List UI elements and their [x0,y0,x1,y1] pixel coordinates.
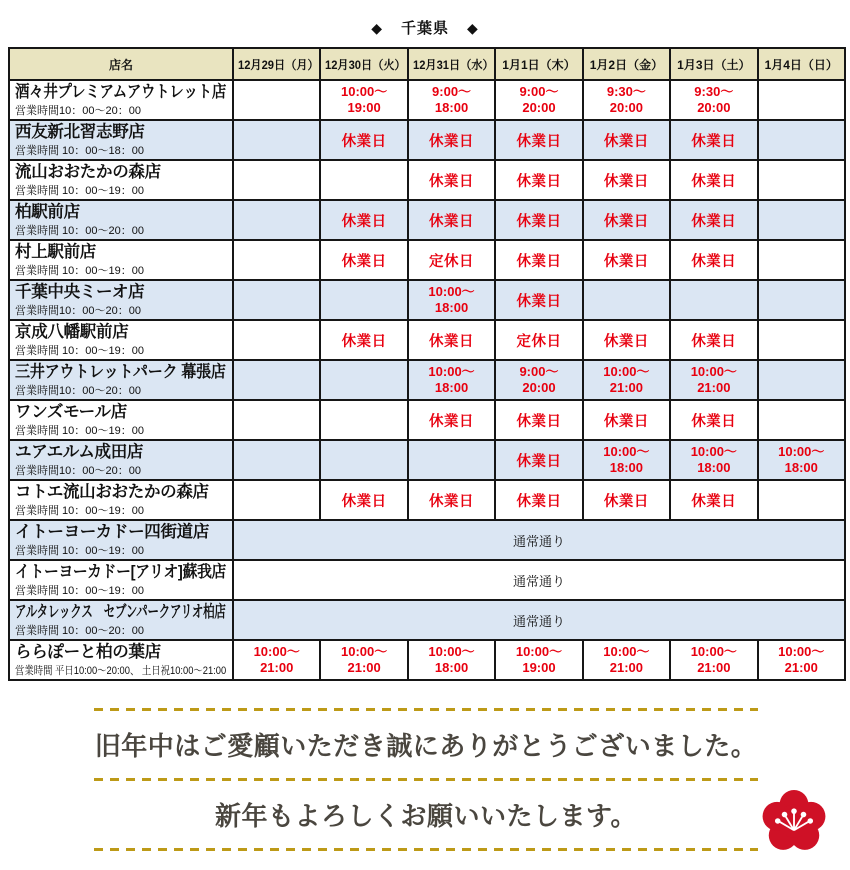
closed-label: 休業日 [516,213,562,230]
closed-label: 休業日 [603,413,649,430]
schedule-cell [233,360,320,400]
time-range: 18:00 [784,460,818,475]
table-row [9,640,845,680]
schedule-cell [758,320,845,360]
schedule-cell [408,480,495,520]
time-range: 21:00 [697,660,731,675]
time-range: 21:00 [347,660,381,675]
store-hours: 営業時間 10：00～19：00 [15,425,144,437]
schedule-cell [495,320,582,360]
schedule-cell [495,160,582,200]
closed-label: 休業日 [691,333,737,350]
schedule-cell [408,360,495,400]
closed-label: 休業日 [429,173,475,190]
store-hours: 営業時間 10：00～19：00 [15,265,144,277]
time-range: 18:00 [434,100,469,115]
schedule-cell [583,80,670,120]
store-hours: 営業時間 平日10:00～20:00、 土日祝10:00～21:00 [15,665,227,677]
column-header: 12月31日（水） [408,48,495,80]
column-header: 12月30日（火） [320,48,407,80]
store-name: イトーヨーカドー[アリオ]蘇我店 [15,563,227,581]
store-hours: 営業時間 10：00～19：00 [15,545,144,557]
store-cell [9,80,233,120]
schedule-cell [758,240,845,280]
time-range: 9:00～ [519,364,559,379]
schedule-cell [408,200,495,240]
store-name: 三井アウトレットパーク 幕張店 [15,363,226,381]
table-row [9,280,845,320]
header-row [9,48,845,80]
store-hours: 営業時間10：00～20：00 [15,305,141,317]
schedule-table [8,47,846,681]
schedule-cell [408,240,495,280]
column-header: 12月29日（月） [233,48,320,80]
store-hours: 営業時間10：00～20：00 [15,385,141,397]
store-name: 村上駅前店 [15,243,97,261]
store-name: 西友新北習志野店 [15,123,145,141]
schedule-cell [233,80,320,120]
schedule-cell [495,120,582,160]
time-range: 10:00～ [341,84,388,99]
closed-label: 休業日 [691,173,737,190]
schedule-cell [758,640,845,680]
closed-label: 休業日 [691,253,737,270]
store-hours: 営業時間 10：00～19：00 [15,585,144,597]
time-range: 18:00 [697,460,731,475]
column-header: 1月2日（金） [583,48,670,80]
table-row [9,360,845,400]
schedule-cell [408,640,495,680]
schedule-cell [320,80,407,120]
store-cell [9,120,233,160]
time-range: 10:00～ [778,444,825,459]
schedule-cell [583,200,670,240]
schedule-cell [670,160,757,200]
store-cell [9,480,233,520]
store-cell [9,440,233,480]
plum-blossom-icon [760,789,828,855]
time-range: 20:00 [609,100,644,115]
column-header: 1月3日（土） [670,48,757,80]
column-header: 1月4日（日） [758,48,845,80]
schedule-cell [408,400,495,440]
store-cell [9,320,233,360]
closed-label: 定休日 [429,253,475,270]
schedule-cell [320,160,407,200]
store-hours: 営業時間10：00～20：00 [15,105,141,117]
closed-label: 休業日 [341,213,387,230]
table-row [9,200,845,240]
schedule-cell [408,160,495,200]
schedule-cell [233,320,320,360]
time-range: 10:00～ [428,284,475,299]
table-row [9,600,845,640]
schedule-cell [670,360,757,400]
store-name: ワンズモール店 [15,403,127,421]
store-cell [9,200,233,240]
column-header: 店名 [9,48,233,80]
time-range: 20:00 [522,380,556,395]
closed-label: 休業日 [429,213,475,230]
schedule-cell [583,360,670,400]
time-range: 21:00 [697,380,731,395]
schedule-cell [670,280,757,320]
closed-label: 休業日 [691,213,737,230]
schedule-cell [758,160,845,200]
store-cell [9,560,233,600]
time-range: 10:00～ [603,364,650,379]
footer-message-1: 旧年中はご愛顧いただき誠にありがとうございました。 [94,731,758,761]
store-cell [9,360,233,400]
closed-label: 休業日 [603,213,649,230]
schedule-cell [320,280,407,320]
closed-label: 休業日 [341,133,387,150]
schedule-cell [670,400,757,440]
closed-label: 休業日 [429,333,475,350]
closed-label: 休業日 [603,253,649,270]
dashed-divider [94,848,758,851]
schedule-cell [320,480,407,520]
schedule-cell [320,400,407,440]
schedule-cell [583,400,670,440]
store-name: 京成八幡駅前店 [15,323,129,341]
time-range: 18:00 [434,300,469,315]
store-cell [9,240,233,280]
normal-hours-cell: 通常通り [233,560,845,600]
time-range: 10:00～ [253,644,300,659]
schedule-cell [495,240,582,280]
schedule-cell [495,80,582,120]
store-cell [9,600,233,640]
closed-label: 休業日 [691,493,737,510]
time-range: 18:00 [434,380,469,395]
schedule-cell [583,320,670,360]
schedule-cell [670,440,757,480]
closed-label: 休業日 [516,493,562,510]
schedule-cell [758,440,845,480]
store-hours: 営業時間 10：00～19：00 [15,345,144,357]
schedule-cell [320,440,407,480]
schedule-cell [670,200,757,240]
time-range: 18:00 [609,460,644,475]
schedule-cell [233,240,320,280]
closed-label: 休業日 [516,293,562,310]
schedule-cell [233,200,320,240]
table-row [9,520,845,560]
schedule-cell [670,120,757,160]
store-name: 流山おおたかの森店 [15,163,161,181]
schedule-cell [320,360,407,400]
table-row [9,560,845,600]
store-name: イトーヨーカドー四街道店 [15,523,210,541]
schedule-cell [583,160,670,200]
dashed-divider [94,708,758,711]
store-cell [9,160,233,200]
table-row [9,400,845,440]
store-name: 千葉中央ミーオ店 [15,283,145,301]
store-hours: 営業時間 10：00～18：00 [15,145,144,157]
table-row [9,240,845,280]
time-range: 21:00 [609,380,644,395]
schedule-cell [670,480,757,520]
schedule-cell [670,320,757,360]
schedule-cell [583,120,670,160]
closed-label: 休業日 [429,413,475,430]
normal-hours-cell: 通常通り [233,600,845,640]
store-name: コトエ流山おおたかの森店 [15,483,209,501]
diamond-icon: ◆ [467,20,479,36]
table-row [9,480,845,520]
schedule-cell [233,440,320,480]
schedule-cell [320,120,407,160]
time-range: 10:00～ [690,364,737,379]
diamond-icon: ◆ [371,20,383,36]
store-hours: 営業時間 10：00～19：00 [15,505,144,517]
schedule-cell [758,80,845,120]
schedule-cell [758,120,845,160]
schedule-cell [758,480,845,520]
closed-label: 休業日 [603,493,649,510]
time-range: 10:00～ [690,644,737,659]
schedule-cell [408,80,495,120]
time-range: 10:00～ [428,364,475,379]
time-range: 21:00 [609,660,644,675]
store-cell [9,520,233,560]
store-cell [9,280,233,320]
time-range: 19:00 [347,100,381,115]
closed-label: 休業日 [341,333,387,350]
time-range: 9:00～ [432,84,472,99]
closed-label: 休業日 [429,133,475,150]
store-name: ユアエルム成田店 [15,443,144,461]
store-cell [9,400,233,440]
store-name: 柏駅前店 [15,203,80,221]
time-range: 10:00～ [778,644,825,659]
schedule-cell [233,120,320,160]
schedule-cell [495,480,582,520]
schedule-cell [495,200,582,240]
store-hours: 営業時間 10：00～20：00 [15,225,144,237]
time-range: 19:00 [522,660,556,675]
table-row [9,160,845,200]
time-range: 10:00～ [603,444,650,459]
schedule-cell [495,640,582,680]
closed-label: 休業日 [341,493,387,510]
closed-label: 休業日 [516,253,562,270]
column-header: 1月1日（木） [495,48,582,80]
schedule-cell [583,480,670,520]
schedule-cell [495,400,582,440]
dashed-divider [94,778,758,781]
closed-label: 休業日 [691,133,737,150]
closed-label: 休業日 [516,173,562,190]
time-range: 20:00 [522,100,556,115]
schedule-cell [583,280,670,320]
prefecture-title: 千葉県 [400,20,449,37]
store-name: アルタレックス セブンパークアリオ柏店 [15,603,226,621]
time-range: 9:30～ [606,84,646,99]
time-range: 10:00～ [690,444,737,459]
time-range: 9:30～ [694,84,734,99]
table-row [9,440,845,480]
store-name: ららぽーと柏の葉店 [15,643,161,661]
schedule-cell [495,280,582,320]
schedule-cell [320,200,407,240]
schedule-cell [583,640,670,680]
footer-message-2: 新年もよろしくお願いいたします。 [215,801,637,831]
time-range: 10:00～ [341,644,388,659]
schedule-cell [233,400,320,440]
time-range: 21:00 [784,660,818,675]
schedule-cell [233,160,320,200]
closed-label: 休業日 [603,173,649,190]
schedule-cell [758,280,845,320]
closed-label: 休業日 [603,333,649,350]
schedule-cell [670,80,757,120]
table-row [9,120,845,160]
store-name: 酒々井プレミアムアウトレット店 [15,83,227,101]
schedule-cell [670,240,757,280]
schedule-cell [670,640,757,680]
schedule-cell [320,320,407,360]
schedule-cell [233,280,320,320]
schedule-cell [758,360,845,400]
normal-hours-cell: 通常通り [233,520,845,560]
time-range: 10:00～ [603,644,650,659]
schedule-cell [320,640,407,680]
closed-label: 休業日 [516,453,562,470]
schedule-cell [495,440,582,480]
store-cell [9,640,233,680]
page-title [0,0,850,38]
table-row [9,320,845,360]
closed-label: 休業日 [516,413,562,430]
schedule-cell [583,240,670,280]
schedule-cell [408,320,495,360]
time-range: 18:00 [434,660,469,675]
schedule-cell [233,640,320,680]
store-hours: 営業時間 10：00～19：00 [15,185,144,197]
schedule-cell [408,120,495,160]
schedule-cell [495,360,582,400]
closed-label: 休業日 [429,493,475,510]
time-range: 9:00～ [519,84,559,99]
schedule-cell [320,240,407,280]
closed-label: 休業日 [691,413,737,430]
time-range: 10:00～ [428,644,475,659]
closed-label: 休業日 [516,133,562,150]
time-range: 10:00～ [515,644,563,659]
schedule-cell [583,440,670,480]
time-range: 21:00 [260,660,294,675]
store-hours: 営業時間 10：00～20：00 [15,625,144,637]
time-range: 20:00 [697,100,731,115]
closed-label: 休業日 [603,133,649,150]
closed-label: 休業日 [341,253,387,270]
schedule-cell [408,440,495,480]
closed-label: 定休日 [516,333,562,350]
table-row [9,80,845,120]
store-hours: 営業時間10：00～20：00 [15,465,141,477]
schedule-cell [408,280,495,320]
schedule-cell [758,200,845,240]
schedule-cell [233,480,320,520]
schedule-cell [758,400,845,440]
footer [94,708,758,851]
